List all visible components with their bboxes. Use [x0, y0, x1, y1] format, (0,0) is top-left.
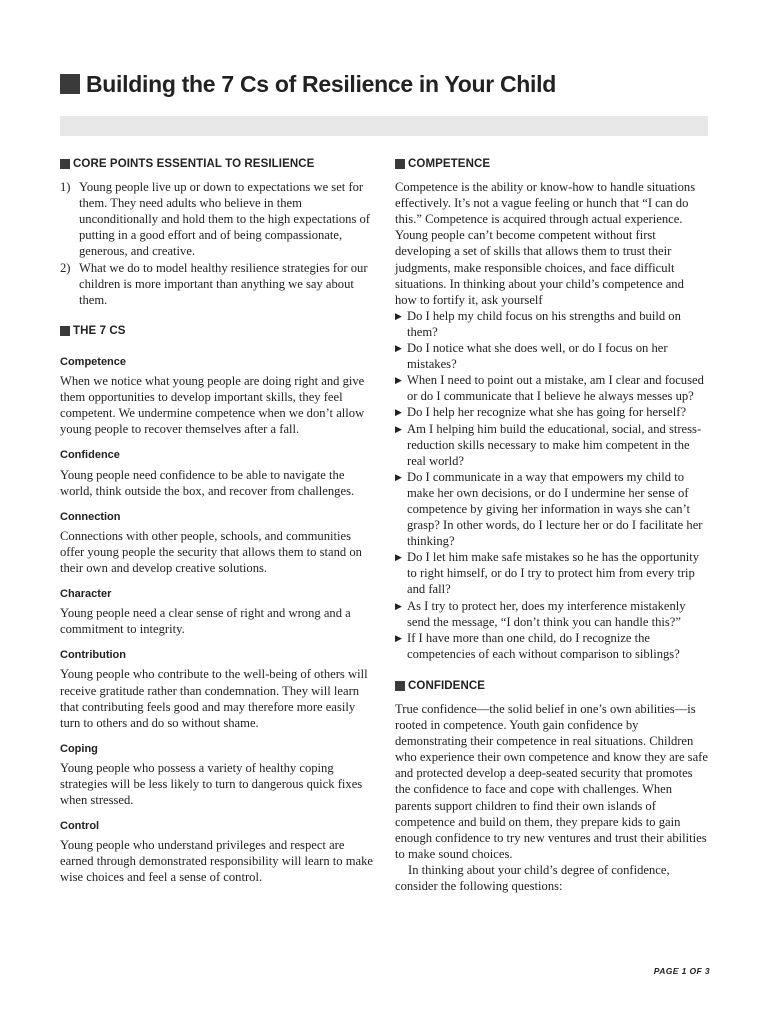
- list-item: ▶ Am I helping him build the educational, social, and stress-reduction skills necessary to make him competent in the real world?: [395, 421, 702, 468]
- list-item: 1) Young people live up or down to expectations we set for them. They need adults who believe in them unconditionally and hold them to the high expectations of putting in a good effort and of being compassionate, generous, and creative.: [60, 180, 370, 259]
- list-item: ▶ Do I notice what she does well, or do I focus on her mistakes?: [395, 341, 668, 372]
- page-number: PAGE 1 OF 3: [653, 966, 710, 976]
- competence-questions: [395, 308, 708, 662]
- c-coping-name: Coping: [60, 742, 98, 755]
- triangle-right-icon: ▶: [395, 423, 402, 434]
- section-square-icon: [60, 159, 70, 169]
- list-item: 2) What we do to model healthy resilience strategies for our children is more important than anything we say about them.: [60, 260, 368, 307]
- confidence-para-1: True confidence—the solid belief in one’s own abilities—is rooted in competence. Youth gain confidence by demonstrating their competence in real situations. Children who experience their own competence and know they are safe and protected develop a deep-seated security that promotes the confidence to face and cope with challenges. When parents support children to find their own islands of competence and build on them, they prepare kids to gain enough confidence to try new ventures and trust their abilities to make sound choices.: [395, 702, 708, 861]
- list-item: ▶ If I have more than one child, do I recognize the competencies of each without comparison to siblings?: [395, 630, 680, 661]
- triangle-right-icon: ▶: [395, 471, 402, 482]
- core-points-heading: CORE POINTS ESSENTIAL TO RESILIENCE: [60, 156, 373, 172]
- c-competence-text: When we notice what young people are doing right and give them opportunities to develop important skills, they feel competent. We undermine competence when we don’t allow young people to recover themselves after a fall.: [60, 374, 365, 437]
- competence-heading: COMPETENCE: [395, 156, 708, 172]
- list-item: ▶ Do I communicate in a way that empowers my child to make her own decisions, or do I undermine her sense of competence by giving her information in ways she can’t grasp? In other words, do I lecture her or do I facilitate her thinking?: [395, 469, 703, 549]
- list-item: ▶ Do I help my child focus on his strengths and build on them?: [395, 308, 681, 339]
- right-column: [395, 156, 708, 894]
- c-connection-name: Connection: [60, 510, 121, 523]
- title-band: [60, 116, 708, 136]
- list-item: ▶ When I need to point out a mistake, am I clear and focused or do I communicate that I believe he always messes up?: [395, 373, 704, 404]
- section-square-icon: [395, 681, 405, 691]
- triangle-right-icon: ▶: [395, 407, 402, 418]
- competence-intro: Competence is the ability or know-how to handle situations effectively. It’s not a vague feeling or hunch that “I can do this.” Competence is acquired through actual experience. Young people can’t become competent without first developing a set of skills that allows them to trust their judgments, make responsible choices, and face difficult situations. In thinking about your child’s competence and how to fortify it, ask yourself: [395, 180, 696, 307]
- seven-cs-heading: THE 7 CS: [60, 323, 373, 339]
- triangle-right-icon: ▶: [395, 632, 402, 643]
- c-character-text: Young people need a clear sense of right and wrong and a commitment to integrity.: [60, 606, 351, 637]
- page-title: Building the 7 Cs of Resilience in Your Child: [86, 70, 556, 97]
- left-column: [60, 156, 373, 886]
- core-points-list: [60, 179, 373, 308]
- c-confidence-name: Confidence: [60, 449, 120, 462]
- triangle-right-icon: ▶: [395, 552, 402, 563]
- list-item: ▶ Do I help her recognize what she has going for herself?: [395, 405, 687, 420]
- c-contribution-name: Contribution: [60, 649, 126, 662]
- title-square-icon: [60, 74, 80, 94]
- confidence-para-2: In thinking about your child’s degree of confidence, consider the following questions:: [395, 862, 670, 894]
- c-connection-text: Connections with other people, schools, and communities offer young people the security that allows them to stand on their own and develop creative solutions.: [60, 528, 362, 575]
- c-coping-text: Young people who possess a variety of healthy coping strategies will be less likely to turn to dangerous quick fixes when stressed.: [60, 760, 363, 808]
- section-square-icon: [60, 326, 70, 336]
- c-control-name: Control: [60, 820, 100, 833]
- section-square-icon: [395, 159, 405, 169]
- triangle-right-icon: ▶: [395, 375, 402, 386]
- page-title-block: [60, 66, 720, 102]
- c-character-name: Character: [60, 588, 112, 601]
- confidence-heading: CONFIDENCE: [395, 678, 708, 694]
- c-confidence-text: Young people need confidence to be able to navigate the world, think outside the box, and recover from challenges.: [60, 467, 355, 498]
- triangle-right-icon: ▶: [395, 310, 402, 321]
- triangle-right-icon: ▶: [395, 600, 402, 611]
- list-item: ▶ As I try to protect her, does my interference mistakenly send the message, “I don’t think you can handle this?”: [395, 598, 686, 629]
- c-control-text: Young people who understand privileges and respect are earned through demonstrated responsibility will learn to make wise choices and feel a sense of control.: [60, 838, 374, 885]
- c-contribution-text: Young people who contribute to the well-being of others will receive gratitude rather than condemnation. They will learn that contributing feels good and may therefore more easily turn to others and do so without shame.: [60, 667, 368, 730]
- list-item: ▶ Do I let him make safe mistakes so he has the opportunity to right himself, or do I try to protect him from every trip and fall?: [395, 550, 700, 597]
- triangle-right-icon: ▶: [395, 343, 402, 354]
- c-competence-name: Competence: [60, 355, 127, 368]
